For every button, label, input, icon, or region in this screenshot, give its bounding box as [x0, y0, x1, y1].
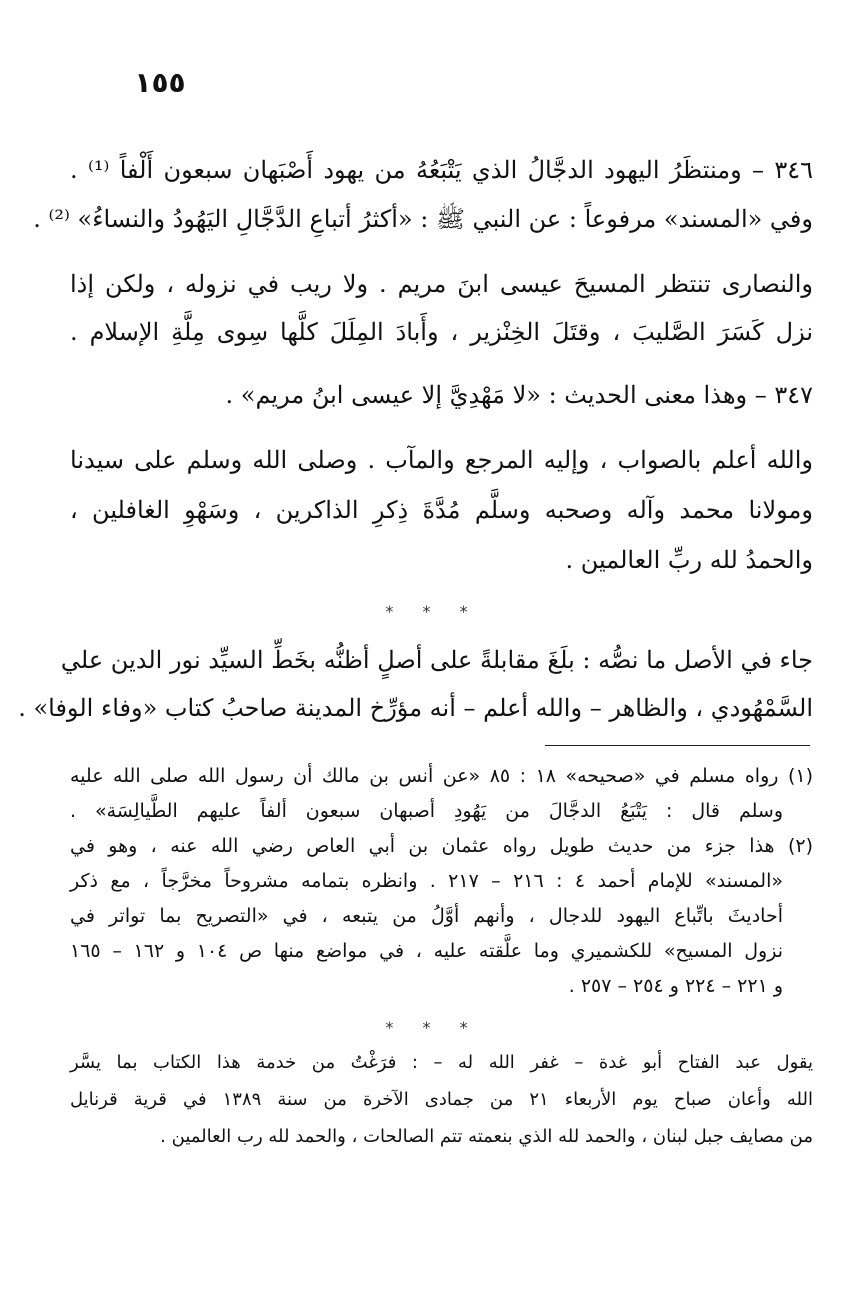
footnote-line: و ٢٢١ – ٢٢٤ و ٢٥٤ – ٢٥٧ .: [568, 975, 783, 997]
closing-line: يقول عبد الفتاح أبو غدة – غفر الله له – : فرَغْتُ من خدمة هذا الكتاب بما يسَّر: [70, 1052, 813, 1073]
main-text-line: وفي «المسند» مرفوعاً : عن النبي ﷺ : «أكثرُ أتباعِ الدَّجَّالِ اليَهُودُ والنساءُ» ⁽²⁾ .: [33, 205, 813, 233]
colophon-line: جاء في الأصل ما نصُّه : بلَغَ مقابلةً على أصلٍ أظنُّه بخَطِّ السيِّد نور الدين علي: [60, 646, 813, 674]
closing-line: من مصايف جبل لبنان ، والحمد لله الذي بنعمته تتم الصالحات ، والحمد لله رب العالمين .: [160, 1126, 813, 1147]
closing-line: الله وأعان صباح يوم الأربعاء ٢١ من جمادى الآخرة من سنة ١٣٨٩ في قرية قرنايل: [70, 1089, 813, 1110]
main-text-line: ٣٤٦ – ومنتظَرُ اليهود الدجَّالُ الذي يَتْبَعُهُ من يهود أَصْبَهان سبعون أَلْفاً ⁽¹⁾ .: [70, 156, 814, 184]
page-number: ١٥٥: [134, 66, 186, 99]
main-text-line: والنصارى تنتظر المسيحَ عيسى ابنَ مريم . ولا ريب في نزوله ، ولكن إذا: [70, 270, 814, 298]
footnote-line: وسلم قال : يَتْبَعُ الدجَّالَ من يَهُودِ أصبهان سبعون ألفاً عليهم الطَّيالِسَة» .: [70, 800, 783, 822]
main-text-line: والله أعلم بالصواب ، وإليه المرجع والمآب . وصلى الله وسلم على سيدنا: [70, 446, 813, 474]
section-separator: * * *: [385, 602, 480, 621]
section-separator: * * *: [385, 1018, 480, 1037]
footnote-line: أحاديثَ باتِّباع اليهود للدجال ، وأنهم أوَّلُ من يتبعه ، في «التصريح بما تواتر في: [70, 905, 783, 927]
main-text-line: نزل كَسَرَ الصَّليبَ ، وقتَلَ الخِنْزير ، وأَبادَ المِلَلَ كلَّها سِوى مِلَّةِ الإسلام .: [70, 318, 813, 346]
footnote-line: «المسند» للإمام أحمد ٤ : ٢١٦ – ٢١٧ . وانظره بتمامه مشروحاً مخرَّجاً ، مع ذكر: [70, 870, 783, 892]
footnote-line: نزول المسيح» للكشميري وما علَّقته عليه ، في مواضع منها ص ١٠٤ و ١٦٢ – ١٦٥: [70, 940, 783, 962]
colophon-line: السَّمْهُودي ، والظاهر – والله أعلم – أنه مؤرِّخ المدينة صاحبُ كتاب «وفاء الوفا» .: [18, 694, 813, 722]
main-text-line: والحمدُ لله ربِّ العالمين .: [565, 546, 813, 574]
footnote-line: (١) رواه مسلم في «صحيحه» ١٨ : ٨٥ «عن أنس بن مالك أن رسول الله صلى الله عليه: [70, 765, 813, 787]
main-text-line: ٣٤٧ – وهذا معنى الحديث : «لا مَهْدِيَّ إلا عيسى ابنُ مريم» .: [225, 381, 813, 409]
footnote-rule: [545, 745, 810, 746]
main-text-line: ومولانا محمد وآله وصحبه وسلَّم مُدَّةَ ذِكرِ الذاكرين ، وسَهْوِ الغافلين ،: [70, 496, 813, 524]
footnote-line: (٢) هذا جزء من حديث طويل رواه عثمان بن أبي العاص رضي الله عنه ، وهو في: [70, 835, 813, 857]
